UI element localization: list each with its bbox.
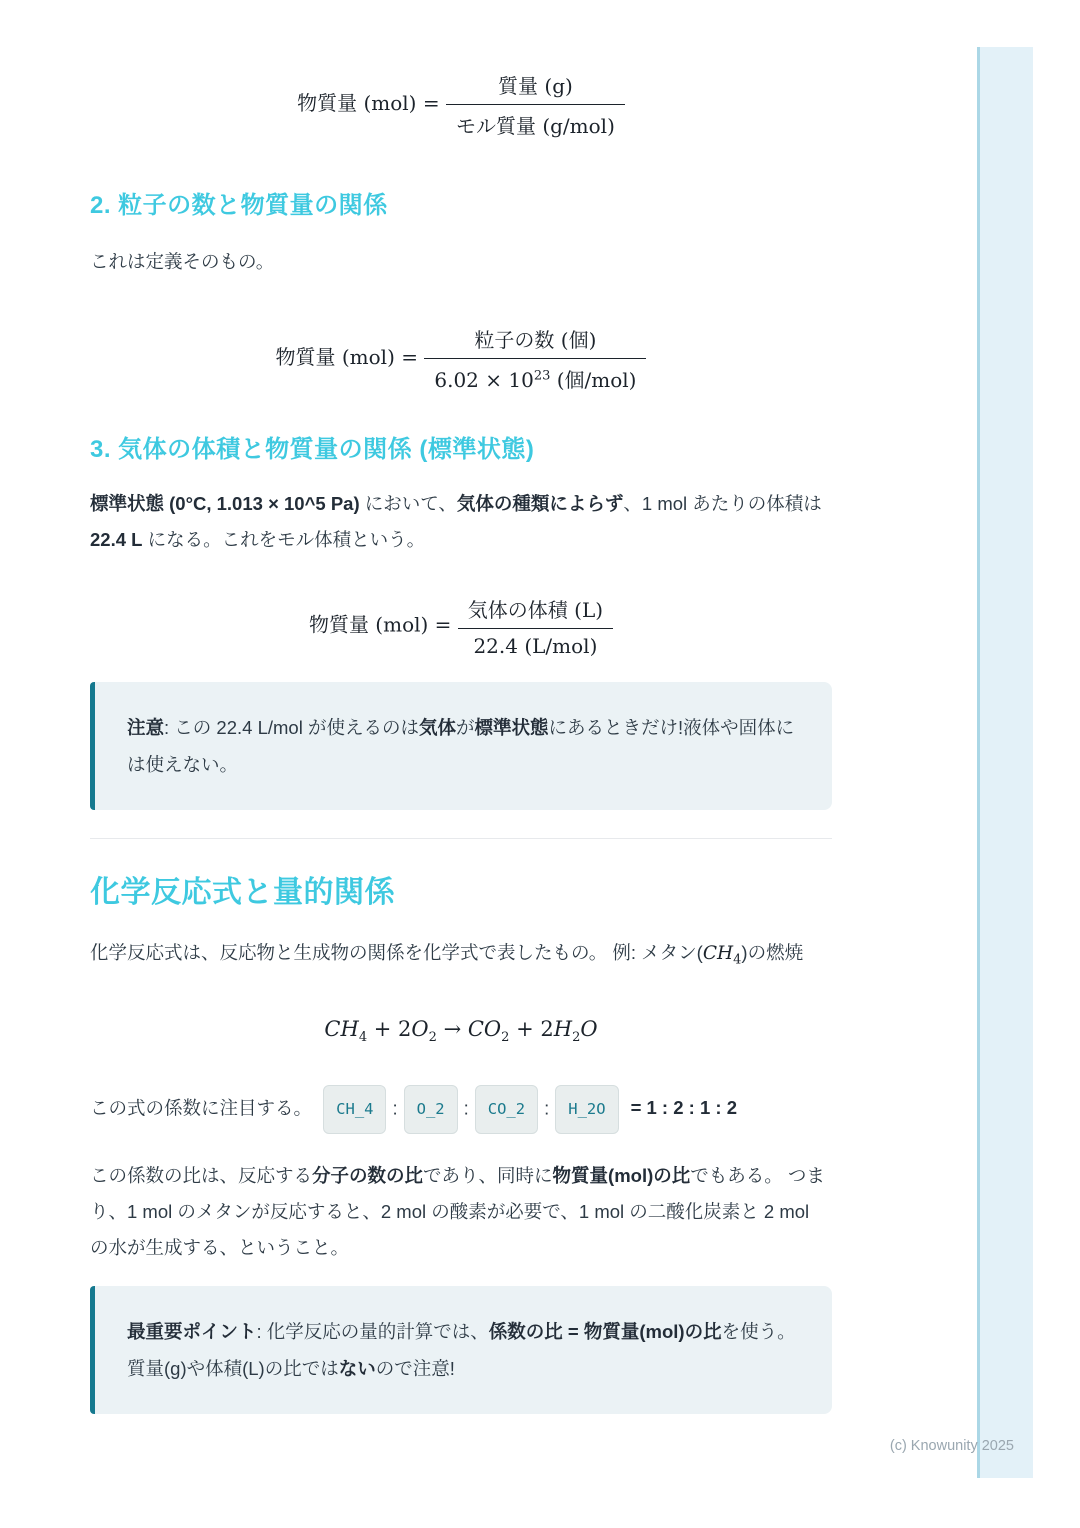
code-badge-co2: CO_2 [475, 1085, 538, 1134]
bold-std-conditions: 標準状態 (0°C, 1.013 × 10^5 Pa) [90, 493, 360, 514]
section3-paragraph: 標準状態 (0°C, 1.013 × 10^5 Pa) において、気体の種類によらず、1 mol あたりの体積は 22.4 L になる。これをモル体積という。 [90, 493, 822, 550]
document-content [90, 0, 832, 1414]
section3-heading: 3. 気体の体積と物質量の関係 (標準状態) [90, 436, 535, 463]
code-badge-o2: O_2 [404, 1085, 458, 1134]
formula-particles [90, 324, 832, 393]
avogadro-base: 6.02 × 10 [434, 368, 534, 392]
reaction-intro-paragraph: 化学反応式は、反応物と生成物の関係を化学式で表したもの。 例: メタン$(CH_4)$の燃焼 [90, 942, 804, 968]
reaction-section-heading: 化学反応式と量的関係 [90, 876, 395, 909]
formula-mass-numerator: 質量 (g) [446, 70, 625, 105]
bold-molecule-ratio: 分子の数の比 [312, 1164, 424, 1186]
formula-mass-denominator: モル質量 (g/mol) [455, 114, 615, 138]
avogadro-exponent: 23 [533, 368, 551, 384]
avogadro-unit: (個/mol) [550, 368, 637, 392]
fraction [458, 594, 613, 658]
page-edge-panel [977, 47, 1033, 1478]
formula-particles-denominator [424, 359, 646, 393]
formula-mass [90, 70, 832, 139]
code-badge-ch4: CH_4 [323, 1085, 386, 1134]
formula-mass-lhs: 物質量 (mol) = [297, 91, 446, 115]
copyright-footer: (c) Knowunity 2025 [889, 1438, 1014, 1454]
bold-mol-ratio: 物質量(mol)の比 [552, 1164, 691, 1186]
callout-note: 注意: この 22.4 L/mol が使えるのは気体が標準状態にあるときだけ!液体や固体には使えない。 [90, 682, 832, 810]
callout-key-point: 最重要ポイント: 化学反応の量的計算では、係数の比 = 物質量(mol)の比を使う。質量(g)や体積(L)の比ではないので注意! [90, 1286, 832, 1414]
bold-gas-type: 気体の種類によらず [456, 493, 624, 514]
formula-volume-denominator: 22.4 (L/mol) [473, 634, 598, 658]
reaction-ratio-paragraph: この係数の比は、反応する分子の数の比であり、同時に物質量(mol)の比でもある。 つまり、1 mol のメタンが反応すると、2 mol の酸素が必要で、1 mol の二酸化炭素と 2 mol の水が生成する、ということ。 [90, 1164, 825, 1258]
section2-heading: 2. 粒子の数と物質量の関係 [90, 192, 388, 219]
section2-body: これは定義そのもの。 [90, 251, 275, 272]
formula-volume-numerator: 気体の体積 (L) [458, 594, 613, 629]
fraction [424, 324, 646, 393]
formula-volume-lhs: 物質量 (mol) = [308, 612, 458, 637]
callout-note-label: 注意 [127, 717, 165, 738]
formula-particles-numerator: 粒子の数 (個) [424, 324, 646, 359]
fraction [446, 70, 625, 139]
formula-volume [90, 594, 832, 658]
section-divider [90, 838, 832, 839]
methane-formula: $CH_4$ [702, 943, 742, 968]
code-badge-h2o: H_2O [555, 1085, 618, 1134]
reaction-arrow: → [436, 1016, 468, 1041]
chemical-equation: $CH_4 + 2O_2 \to CO_2 + 2H_2O$ [324, 1016, 598, 1045]
callout-key-label: 最重要ポイント [127, 1320, 257, 1342]
bold-molar-volume: 22.4 L [90, 529, 143, 550]
formula-particles-lhs: 物質量 (mol) = [275, 345, 425, 369]
coeff-lead-text: この式の係数に注目する。 [90, 1097, 313, 1119]
coefficient-line: この式の係数に注目する。 CH_4 : O_2 : CO_2 : H_2O = 1 : 2 : 1 : 2 [90, 1085, 832, 1134]
coeff-ratio-result: = 1 : 2 : 1 : 2 [630, 1097, 737, 1119]
